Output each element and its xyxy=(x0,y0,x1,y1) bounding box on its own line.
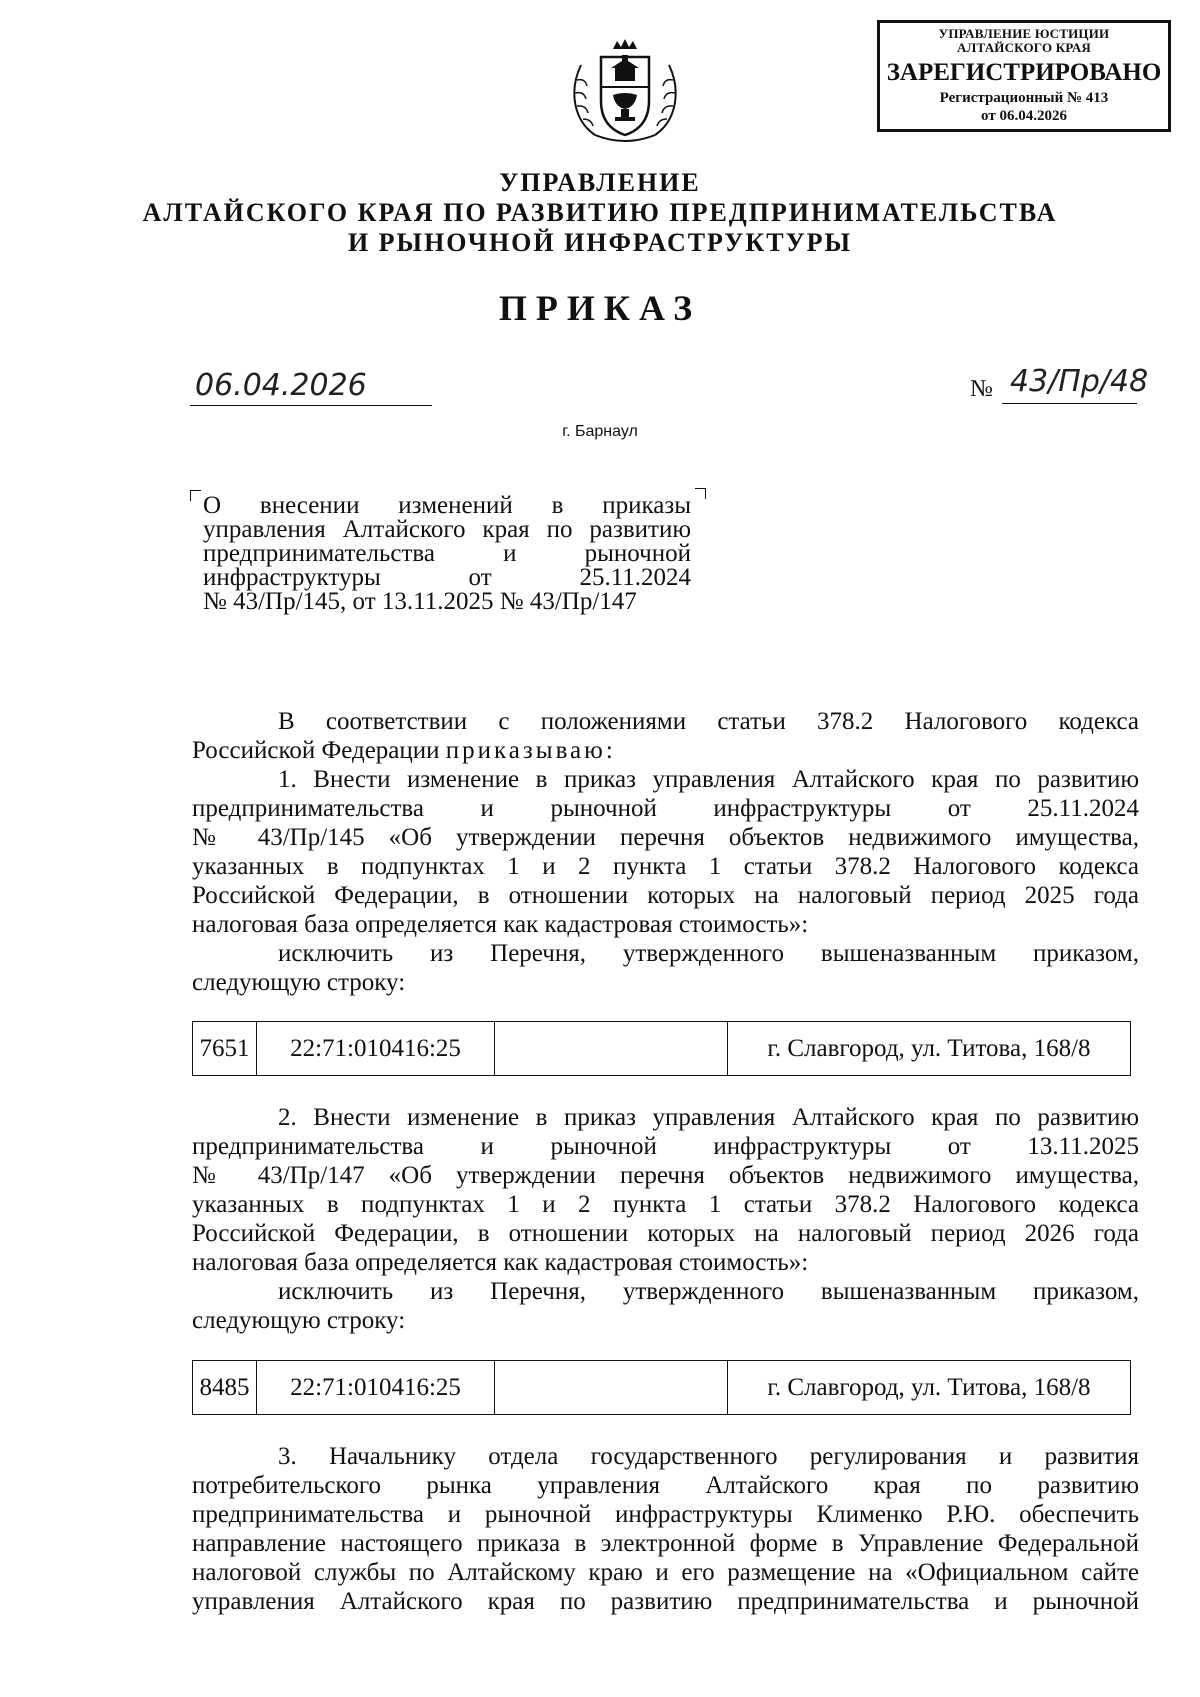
order-subject xyxy=(203,494,691,614)
exclude-line: исключить из Перечня, утвержденного вышеназванным приказом, xyxy=(278,940,1139,967)
subject-line: О внесении изменений в приказы xyxy=(203,492,692,519)
paragraph-1-line: указанных в подпунктах 1 и 2 пункта 1 статьи 378.2 Налогового кодекса xyxy=(192,853,1139,880)
paragraph-1-line: предпринимательства и рыночной инфраструктуры от 25.11.2024 xyxy=(192,795,1139,822)
cadastral-number: 22:71:010416:25 xyxy=(257,1022,495,1076)
paragraph-2-line: № 43/Пр/147 «Об утверждении перечня объектов недвижимого имущества, xyxy=(192,1162,1139,1189)
paragraph-3-line: предпринимательства и рыночной инфраструктуры Клименко Р.Ю. обеспечить xyxy=(192,1501,1139,1528)
paragraph-2-line: 2. Внести изменение в приказ управления Алтайского края по развитию xyxy=(278,1104,1139,1131)
excluded-row-table-1 xyxy=(192,1021,1131,1076)
subject-line: № 43/Пр/145, от 13.11.2025 № 43/Пр/147 xyxy=(203,588,637,615)
preamble-line: В соответствии с положениями статьи 378.2 Налогового кодекса xyxy=(278,708,1139,735)
object-address: г. Славгород, ул. Титова, 168/8 xyxy=(728,1361,1131,1415)
coat-of-arms-icon xyxy=(565,35,685,151)
paragraph-1-line: № 43/Пр/145 «Об утверждении перечня объектов недвижимого имущества, xyxy=(192,824,1139,851)
paragraph-2-line: Российской Федерации, в отношении которых на налоговый период 2026 года xyxy=(192,1220,1139,1247)
stamp-org-line-1: УПРАВЛЕНИЕ ЮСТИЦИИ xyxy=(938,26,1110,41)
stamp-org-line-2: АЛТАЙСКОГО КРАЯ xyxy=(957,40,1091,55)
number-underline xyxy=(1002,403,1137,404)
paragraph-1-line: Российской Федерации, в отношении которых на налоговый период 2025 года xyxy=(192,882,1139,909)
header-line-3: И РЫНОЧНОЙ ИНФРАСТРУКТУРЫ xyxy=(347,228,853,257)
paragraph-2-line: указанных в подпунктах 1 и 2 пункта 1 статьи 378.2 Налогового кодекса xyxy=(192,1191,1139,1218)
table-row xyxy=(193,1022,1131,1076)
preamble-line: Российской Федерации приказываю: xyxy=(192,737,616,764)
order-number: 43/Пр/48 xyxy=(1010,364,1149,399)
subject-line: предпринимательства и рыночной xyxy=(203,540,691,567)
table-row xyxy=(193,1361,1131,1415)
cadastral-number: 22:71:010416:25 xyxy=(257,1361,495,1415)
header-line-1: УПРАВЛЕНИЕ xyxy=(499,168,701,197)
document-type: ПРИКАЗ xyxy=(498,288,702,328)
paragraph-3-line: управления Алтайского края по развитию предпринимательства и рыночной xyxy=(192,1588,1139,1615)
paragraph-3-line: направление настоящего приказа в электронной форме в Управление Федеральной xyxy=(192,1530,1139,1557)
header-line-2: АЛТАЙСКОГО КРАЯ ПО РАЗВИТИЮ ПРЕДПРИНИМАТЕЛЬСТВА xyxy=(142,198,1058,227)
stamp-reg-date: от 06.04.2026 xyxy=(981,108,1067,124)
row-number: 8485 xyxy=(193,1361,257,1415)
paragraph-2-line: предпринимательства и рыночной инфраструктуры от 13.11.2025 xyxy=(192,1133,1139,1160)
empty-cell xyxy=(495,1022,728,1076)
paragraph-3-line: налоговой службы по Алтайскому краю и его размещение на «Официальном сайте xyxy=(192,1559,1139,1586)
paragraph-3-line: 3. Начальнику отдела государственного регулирования и развития xyxy=(278,1443,1139,1470)
order-body xyxy=(192,707,1139,997)
order-body-3 xyxy=(192,1442,1139,1616)
order-body-2 xyxy=(192,1103,1139,1335)
exclude-line: исключить из Перечня, утвержденного вышеназванным приказом, xyxy=(278,1278,1139,1305)
exclude-line: следующую строку: xyxy=(192,1307,406,1334)
object-address: г. Славгород, ул. Титова, 168/8 xyxy=(728,1022,1131,1076)
registration-stamp xyxy=(877,20,1171,132)
excluded-row-table-2 xyxy=(192,1360,1131,1415)
paragraph-1-line: 1. Внести изменение в приказ управления Алтайского края по развитию xyxy=(278,766,1139,793)
paragraph-3-line: потребительского рынка управления Алтайского края по развитию xyxy=(192,1472,1139,1499)
row-number: 7651 xyxy=(193,1022,257,1076)
subject-corner-left xyxy=(190,490,201,501)
stamp-status: ЗАРЕГИСТРИРОВАНО xyxy=(886,59,1162,86)
paragraph-2-line: налоговая база определяется как кадастровая стоимость»: xyxy=(192,1249,809,1276)
order-date: 06.04.2026 xyxy=(195,368,367,403)
order-city: г. Барнаул xyxy=(562,423,638,440)
paragraph-1-line: налоговая база определяется как кадастровая стоимость»: xyxy=(192,911,809,938)
subject-line: инфраструктуры от 25.11.2024 xyxy=(203,564,692,591)
order-number-label: № xyxy=(970,376,993,402)
date-underline xyxy=(190,405,432,406)
empty-cell xyxy=(495,1361,728,1415)
stamp-reg-number: Регистрационный № 413 xyxy=(939,90,1109,106)
exclude-line: следующую строку: xyxy=(192,969,406,996)
subject-line: управления Алтайского края по развитию xyxy=(203,516,691,543)
subject-corner-right xyxy=(695,488,706,499)
